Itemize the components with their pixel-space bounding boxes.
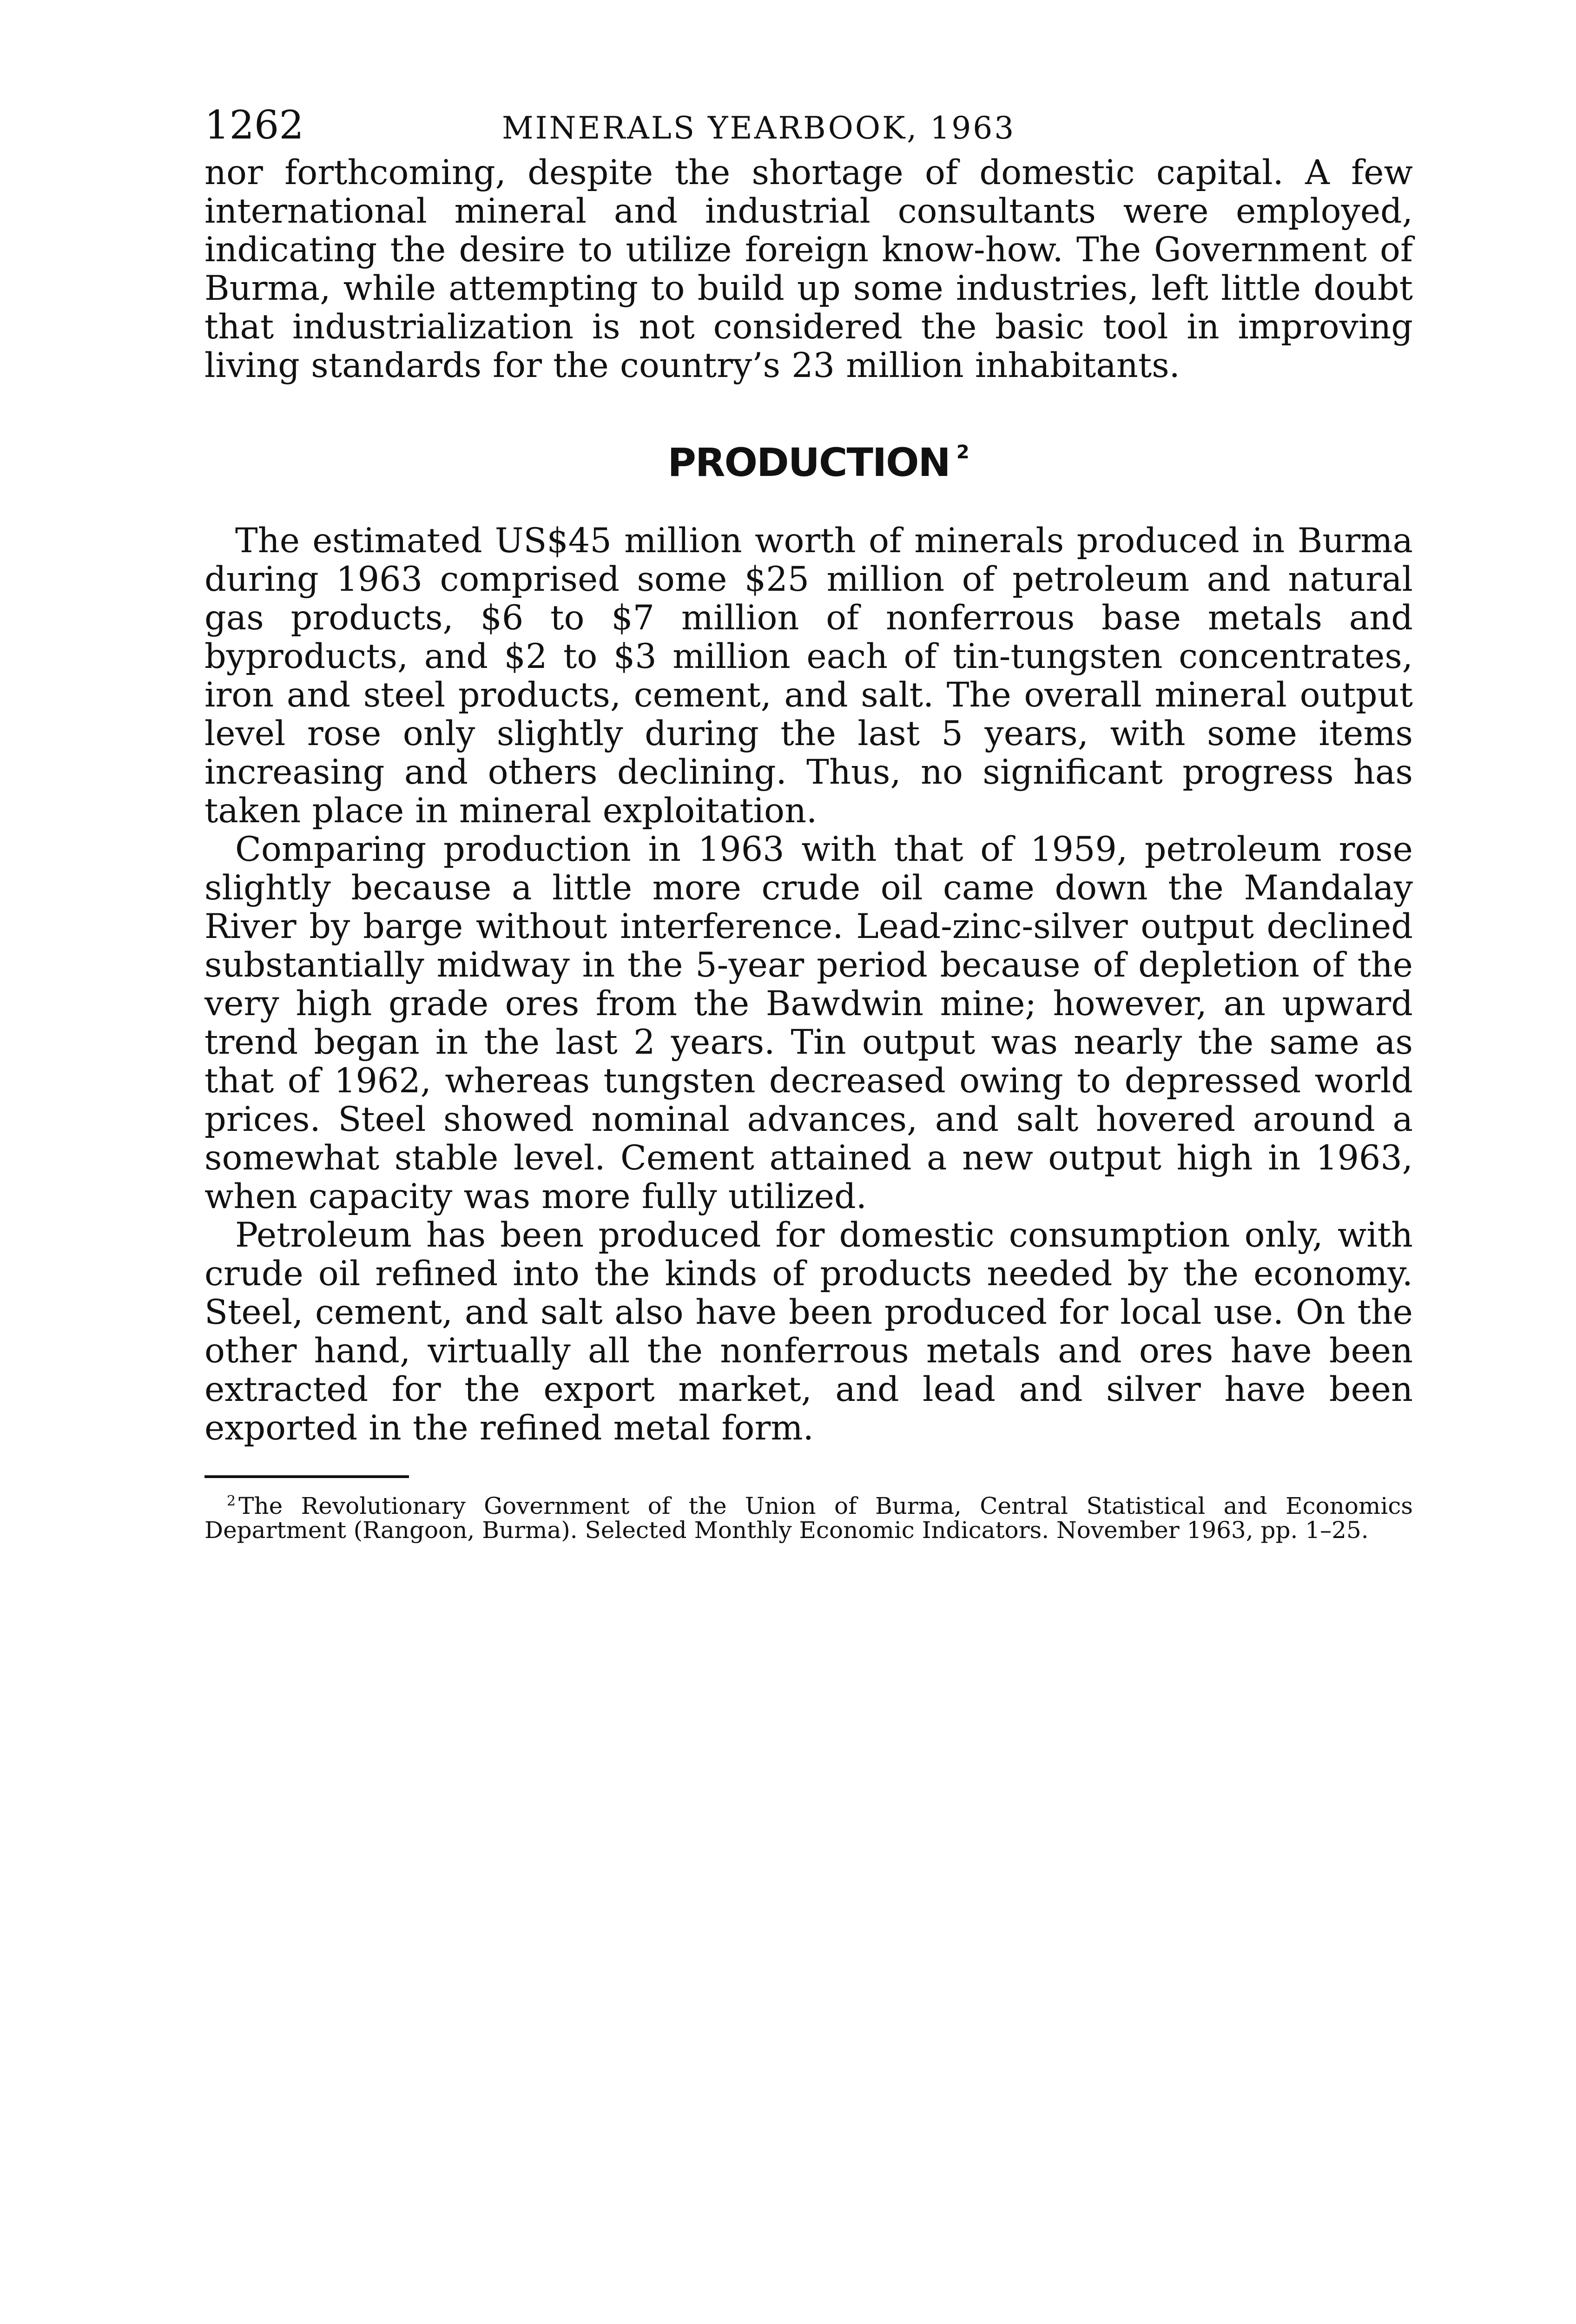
footnote-reference: 2 [956,442,969,463]
section-heading-title: PRODUCTION [667,440,950,485]
document-page [204,102,1413,1542]
page-number: 1262 [204,102,304,148]
paragraph-domestic-export: Petroleum has been produced for domestic consumption only, with crude oil refined into the kinds of products needed by the economy. Steel, cement, and salt also have been produced for local use. On the other hand, virtually all the nonferrous metals and ores have been extracted for the export market, and lead and silver have been exported in the refined metal form. [204,1215,1413,1448]
running-header [204,102,1413,153]
intro-paragraph: nor forthcoming, despite the shortage of domestic capital. A few international mineral and industrial consultants were employed, indicating the desire to utilize foreign know-how. The Government of Burma, while attempting to build up some industries, left little doubt that industrialization is not considered the basic tool in improving living standards for the country’s 23 million inhabitants. [204,153,1413,385]
paragraph-production-value: The estimated US$45 million worth of minerals produced in Burma during 1963 comprised some $25 million of petroleum and natural gas products, $6 to $7 million of nonferrous base metals and byproducts, and $2 to $3 million each of tin-tungsten concentrates, iron and steel products, cement, and salt. The overall mineral output level rose only slightly during the last 5 years, with some items increasing and others declining. Thus, no significant progress has taken place in mineral exploitation. [204,521,1413,831]
running-title: MINERALS YEARBOOK, 1963 [502,110,1016,146]
footnote-divider [204,1475,409,1478]
footnote-text: The Revolutionary Government of the Union of Burma, Central Statistical and Economics Department (Rangoon, Burma). Selected Monthly Economic Indicators. November 1963, pp. 1–25. [204,1492,1413,1544]
footnote [204,1489,1413,1542]
paragraph-production-comparison: Comparing production in 1963 with that of 1959, petroleum rose slightly because a little more crude oil came down the Mandalay River by barge without interference. Lead-zinc-silver output declined substantially midway in the 5-year period because of depletion of the very high grade ores from the Bawdwin mine; however, an upward trend began in the last 2 years. Tin output was nearly the same as that of 1962, whereas tungsten decreased owing to depressed world prices. Steel showed nominal advances, and salt hovered around a somewhat stable level. Cement attained a new output high in 1963, when capacity was more fully utilized. [204,830,1413,1216]
section-heading [204,440,1413,485]
footnote-marker: 2 [227,1493,236,1509]
body-text [204,153,1413,1447]
